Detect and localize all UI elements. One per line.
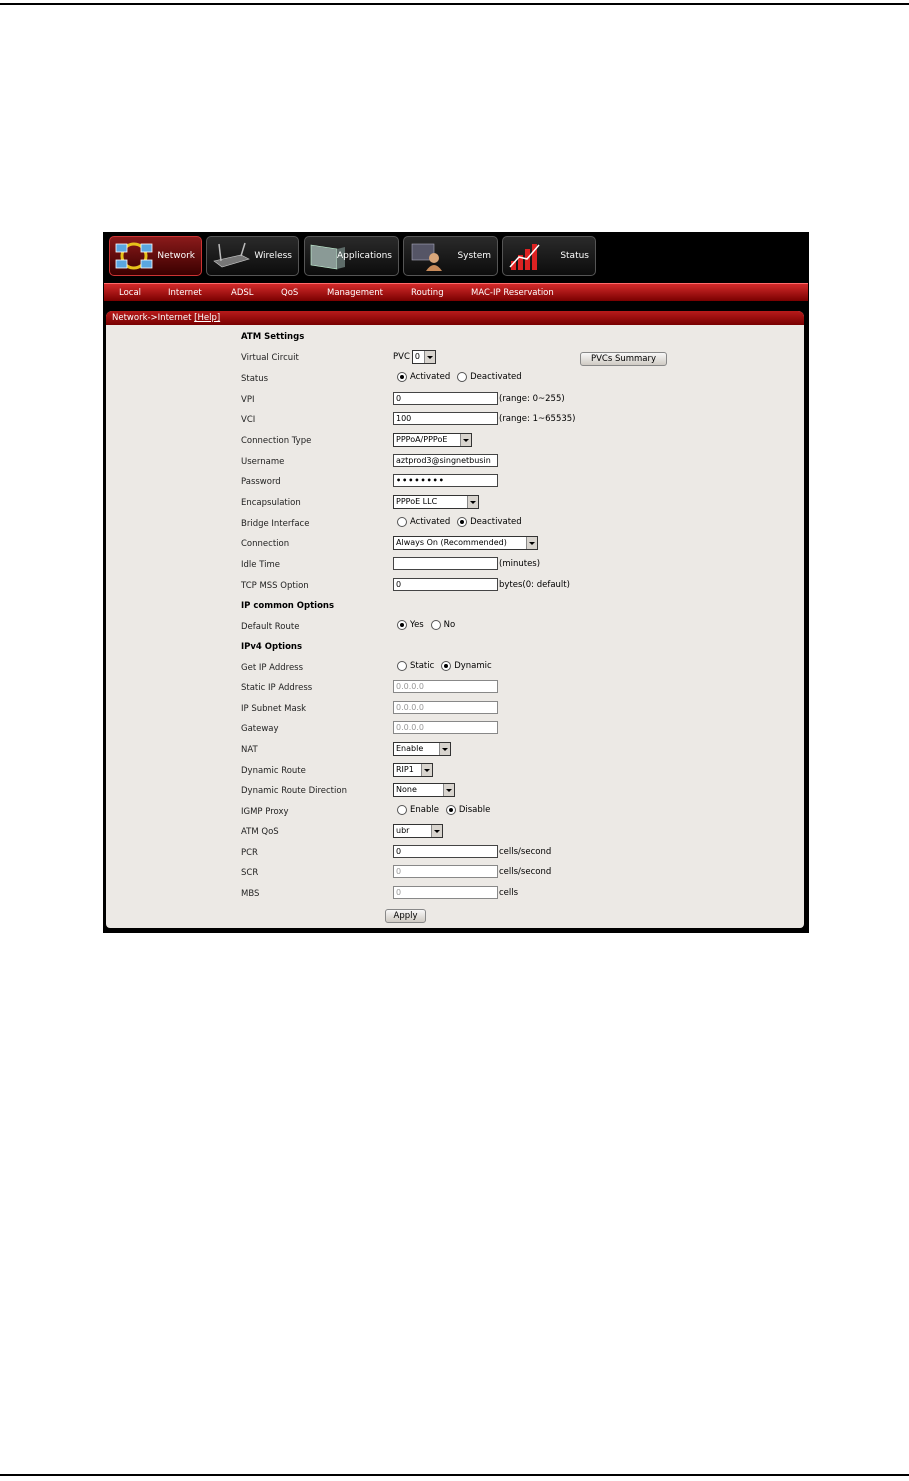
tab-network[interactable] — [109, 236, 202, 276]
scr-input[interactable]: 0 — [393, 865, 498, 878]
pvcs-summary-button[interactable]: PVCs Summary — [580, 352, 667, 366]
username-input[interactable]: aztprod3@singnetbusin — [393, 454, 498, 467]
tab-status[interactable] — [502, 236, 596, 276]
encapsulation-select[interactable]: PPPoE LLC — [393, 495, 479, 509]
subnav-item-adsl[interactable]: ADSL — [231, 288, 254, 298]
mbs-input[interactable]: 0 — [393, 886, 498, 899]
chevron-down-icon — [439, 743, 450, 755]
bridge-activated-radio[interactable] — [397, 517, 407, 527]
label-gateway: Gateway — [241, 724, 279, 734]
igmp-disable-radio[interactable] — [446, 805, 456, 815]
tab-network-label: Network — [157, 251, 195, 261]
main-content: Network->Internet [Help] ATM Settings Virtual Circuit PVC 0 PVCs Summary Status Activated Deactivated VPI 0 (range: 0~255) VCI 100 (range: 1~65535) Connection Type PPPoA/PPPoE Username aztprod3@singnetbusin Password •••••••• Encapsulation PPPoE LLC Bridge Interface Activated Deactivated Connection Always On (Recommended) Idle Time (minutes) TCP MSS Option 0 bytes(0: default) IP common Options Default Route Yes No IPv4 Options Get IP Address Static Dynamic Static IP Address 0.0.0.0 IP Subnet Mask 0.0.0.0 Gateway 0.0.0.0 NAT Enable Dynamic Route RIP1 Dynamic Route Direction None IGMP Proxy Enable Disable ATM QoS ubr PCR 0 cells/second SCR 0 cells/second MBS 0 cells Apply — [106, 311, 804, 928]
vpi-range-hint: (range: 0~255) — [499, 393, 565, 404]
label-get-ip-address: Get IP Address — [241, 663, 304, 673]
apply-button[interactable]: Apply — [385, 909, 426, 923]
tab-wireless-label: Wireless — [254, 251, 292, 261]
nat-select[interactable]: Enable — [393, 742, 451, 756]
label-idle-time: Idle Time — [241, 560, 280, 570]
idle-time-hint: (minutes) — [499, 558, 541, 569]
breadcrumb-path: Network->Internet — [112, 313, 192, 323]
label-nat: NAT — [241, 745, 258, 755]
atm-qos-select[interactable]: ubr — [393, 824, 443, 838]
tab-wireless[interactable] — [206, 236, 299, 276]
default-route-yes-radio[interactable] — [397, 620, 407, 630]
pvc-prefix: PVC — [393, 352, 410, 362]
help-link[interactable]: [Help] — [194, 313, 221, 323]
subnav-item-routing[interactable]: Routing — [411, 288, 444, 298]
chevron-down-icon — [460, 434, 471, 446]
subnav-item-internet[interactable]: Internet — [168, 288, 202, 298]
tab-system[interactable] — [403, 236, 498, 276]
tcp-mss-input[interactable]: 0 — [393, 578, 498, 591]
label-password: Password — [241, 477, 281, 487]
vpi-input[interactable]: 0 — [393, 392, 498, 405]
subnav-item-management[interactable]: Management — [327, 288, 383, 298]
label-pcr: PCR — [241, 848, 258, 858]
chevron-down-icon — [424, 351, 435, 363]
subnet-mask-input[interactable]: 0.0.0.0 — [393, 701, 498, 714]
label-virtual-circuit: Virtual Circuit — [241, 353, 299, 363]
label-vci: VCI — [241, 415, 256, 425]
label-default-route: Default Route — [241, 622, 300, 632]
chevron-down-icon — [443, 784, 454, 796]
subnav-item-qos[interactable]: QoS — [281, 288, 299, 298]
label-dynamic-route: Dynamic Route — [241, 766, 306, 776]
chevron-down-icon — [431, 825, 442, 837]
idle-time-input[interactable] — [393, 557, 498, 570]
igmp-enable-radio[interactable] — [397, 805, 407, 815]
sub-nav-bar — [104, 283, 808, 301]
tcp-mss-hint: bytes(0: default) — [499, 579, 570, 590]
wireless-router-icon — [211, 241, 251, 271]
vci-input[interactable]: 100 — [393, 412, 498, 425]
label-bridge-interface: Bridge Interface — [241, 519, 310, 529]
get-ip-static-radio[interactable] — [397, 661, 407, 671]
label-subnet-mask: IP Subnet Mask — [241, 704, 307, 714]
label-dynamic-route-direction: Dynamic Route Direction — [241, 786, 347, 796]
subnav-item-local[interactable]: Local — [119, 288, 142, 298]
tab-status-label: Status — [560, 251, 589, 261]
chevron-down-icon — [467, 496, 478, 508]
pvc-select[interactable]: 0 — [412, 350, 436, 364]
status-activated-radio[interactable] — [397, 372, 407, 382]
status-chart-icon — [507, 241, 547, 271]
gateway-input[interactable]: 0.0.0.0 — [393, 721, 498, 734]
dynamic-route-direction-select[interactable]: None — [393, 783, 455, 797]
label-connection-type: Connection Type — [241, 436, 312, 446]
mbs-unit: cells — [499, 887, 519, 898]
pcr-input[interactable]: 0 — [393, 845, 498, 858]
label-tcp-mss: TCP MSS Option — [241, 581, 309, 591]
page-bottom-rule — [0, 1474, 909, 1476]
label-vpi: VPI — [241, 395, 255, 405]
static-ip-input[interactable]: 0.0.0.0 — [393, 680, 498, 693]
section-atm-settings: ATM Settings — [241, 332, 305, 342]
tab-applications[interactable] — [304, 236, 399, 276]
label-connection: Connection — [241, 539, 290, 549]
get-ip-dynamic-radio[interactable] — [441, 661, 451, 671]
scr-unit: cells/second — [499, 866, 552, 877]
subnav-item-mac-ip-reservation[interactable]: MAC-IP Reservation — [471, 288, 554, 298]
chevron-down-icon — [421, 764, 432, 776]
default-route-no-radio[interactable] — [431, 620, 441, 630]
breadcrumb — [106, 311, 804, 325]
password-input[interactable]: •••••••• — [393, 474, 498, 487]
tab-system-label: System — [457, 251, 491, 261]
section-ipv4-options: IPv4 Options — [241, 642, 303, 652]
label-scr: SCR — [241, 868, 259, 878]
pcr-unit: cells/second — [499, 846, 552, 857]
label-static-ip: Static IP Address — [241, 683, 313, 693]
section-ip-common-options: IP common Options — [241, 601, 335, 611]
top-nav-bar — [104, 233, 808, 283]
label-igmp-proxy: IGMP Proxy — [241, 807, 289, 817]
label-username: Username — [241, 457, 285, 467]
dynamic-route-select[interactable]: RIP1 — [393, 763, 433, 777]
label-encapsulation: Encapsulation — [241, 498, 301, 508]
label-atm-qos: ATM QoS — [241, 827, 279, 837]
router-admin-frame — [103, 232, 809, 933]
connection-select[interactable]: Always On (Recommended) — [393, 536, 538, 550]
status-deactivated-radio[interactable] — [457, 372, 467, 382]
label-status: Status — [241, 374, 269, 384]
label-mbs: MBS — [241, 889, 260, 899]
bridge-deactivated-radio[interactable] — [457, 517, 467, 527]
system-icon — [408, 241, 448, 271]
page-top-rule — [0, 3, 909, 5]
tab-applications-label: Applications — [337, 251, 392, 261]
connection-type-select[interactable]: PPPoA/PPPoE — [393, 433, 472, 447]
chevron-down-icon — [526, 537, 537, 549]
vci-range-hint: (range: 1~65535) — [499, 413, 576, 424]
network-icon — [114, 241, 154, 271]
